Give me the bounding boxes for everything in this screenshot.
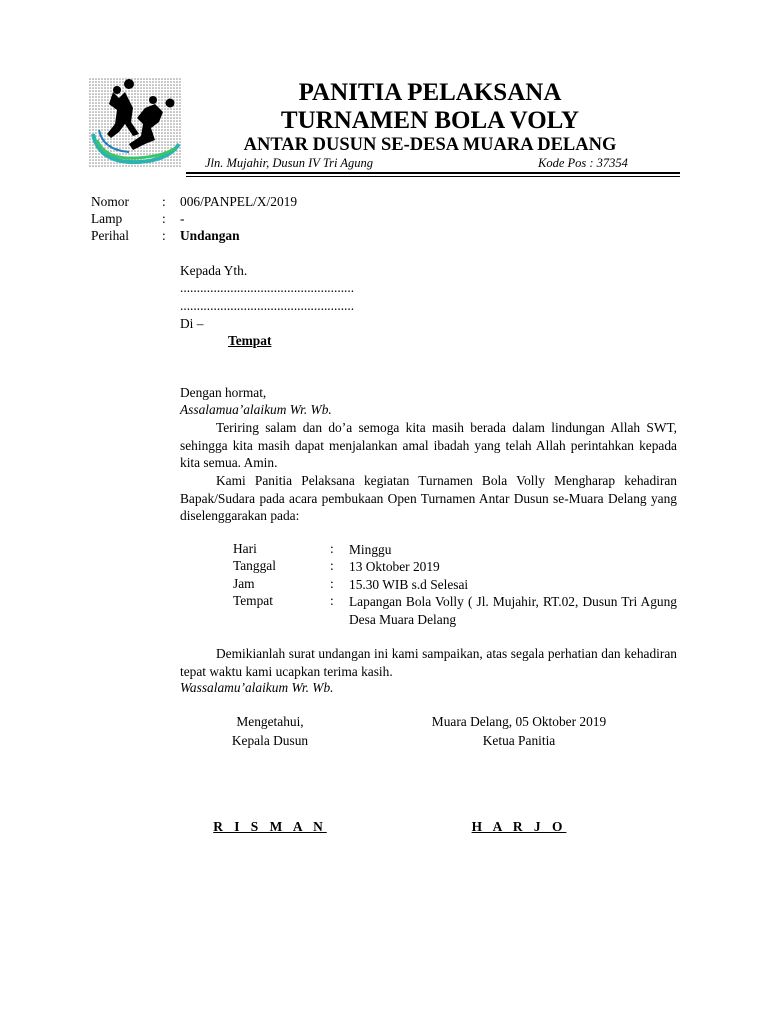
signature-right-name: H A R J O xyxy=(471,819,567,834)
meta-colon: : xyxy=(162,228,166,243)
meta-colon: : xyxy=(162,211,166,226)
header-rule-thin xyxy=(186,176,680,177)
recipient-dots-2: .................................................... xyxy=(180,298,355,313)
meta-label-lamp: Lamp xyxy=(91,211,123,226)
recipient-di: Di – xyxy=(180,316,204,331)
meta-value-nomor: 006/PANPEL/X/2019 xyxy=(180,194,298,209)
detail-value-hari: Minggu xyxy=(349,542,392,557)
detail-value-tanggal: 13 Oktober 2019 xyxy=(349,559,440,574)
detail-label-tanggal: Tanggal xyxy=(233,558,276,573)
meta-colon: : xyxy=(162,194,166,209)
recipient-to: Kepada Yth. xyxy=(180,263,248,278)
header-postal-code: Kode Pos : 37354 xyxy=(538,156,628,170)
paragraph-1 xyxy=(180,419,677,472)
signature-right-heading: Muara Delang, 05 Oktober 2019 xyxy=(431,714,607,729)
salam: Assalamua’alaikum Wr. Wb. xyxy=(180,402,332,417)
detail-label-hari: Hari xyxy=(233,541,257,556)
detail-value-jam: 15.30 WIB s.d Selesai xyxy=(349,577,469,592)
wassalam: Wassalamu’alaikum Wr. Wb. xyxy=(180,680,334,695)
detail-value-tempat: Lapangan Bola Volly ( Jl. Mujahir, RT.02, Dusun Tri Agung Desa Muara Delang xyxy=(349,594,677,627)
meta-value-lamp: - xyxy=(180,211,185,226)
detail-colon: : xyxy=(330,593,334,608)
detail-label-jam: Jam xyxy=(233,576,255,591)
signature-left-name: R I S M A N xyxy=(213,819,327,834)
meta-label-perihal: Perihal xyxy=(91,228,129,243)
detail-label-tempat: Tempat xyxy=(233,593,273,608)
header-title-2: TURNAMEN BOLA VOLY xyxy=(280,107,580,134)
detail-colon: : xyxy=(330,558,334,573)
header-subtitle: ANTAR DUSUN SE-DESA MUARA DELANG xyxy=(243,135,617,155)
header-title-1: PANITIA PELAKSANA xyxy=(298,79,562,106)
signature-left-heading: Mengetahui, xyxy=(236,714,304,729)
recipient-dots-1: .................................................... xyxy=(180,280,355,295)
signature-right-role: Ketua Panitia xyxy=(482,733,556,748)
header-address: Jln. Mujahir, Dusun IV Tri Agung xyxy=(205,156,373,170)
signature-left-role: Kepala Dusun xyxy=(231,733,309,748)
paragraph-2 xyxy=(180,472,677,525)
closing-paragraph xyxy=(180,645,677,680)
volleyball-logo-icon xyxy=(89,78,181,168)
closing-text: Demikianlah surat undangan ini kami sampaikan, atas segala perhatian dan kehadiran tepat waktu kami ucapkan terima kasih. xyxy=(180,646,677,679)
recipient-place: Tempat xyxy=(228,333,272,348)
meta-value-perihal: Undangan xyxy=(180,228,240,243)
paragraph-2-text: Kami Panitia Pelaksana kegiatan Turnamen Bola Volly Mengharap kehadiran Bapak/Sudara pada acara pembukaan Open Turnamen Antar Dusun se-Muara Delang yang diselenggarakan pada: xyxy=(180,473,677,523)
detail-colon: : xyxy=(330,541,334,556)
header-rule-thick xyxy=(186,172,680,174)
paragraph-1-text: Teriring salam dan do’a semoga kita masih berada dalam lindungan Allah SWT, sehingga kita masih dapat menjalankan amal ibadah yang telah Allah perintahkan kepada kita semua. Amin. xyxy=(180,420,677,470)
meta-label-nomor: Nomor xyxy=(91,194,129,209)
detail-colon: : xyxy=(330,576,334,591)
greeting: Dengan hormat, xyxy=(180,385,267,400)
